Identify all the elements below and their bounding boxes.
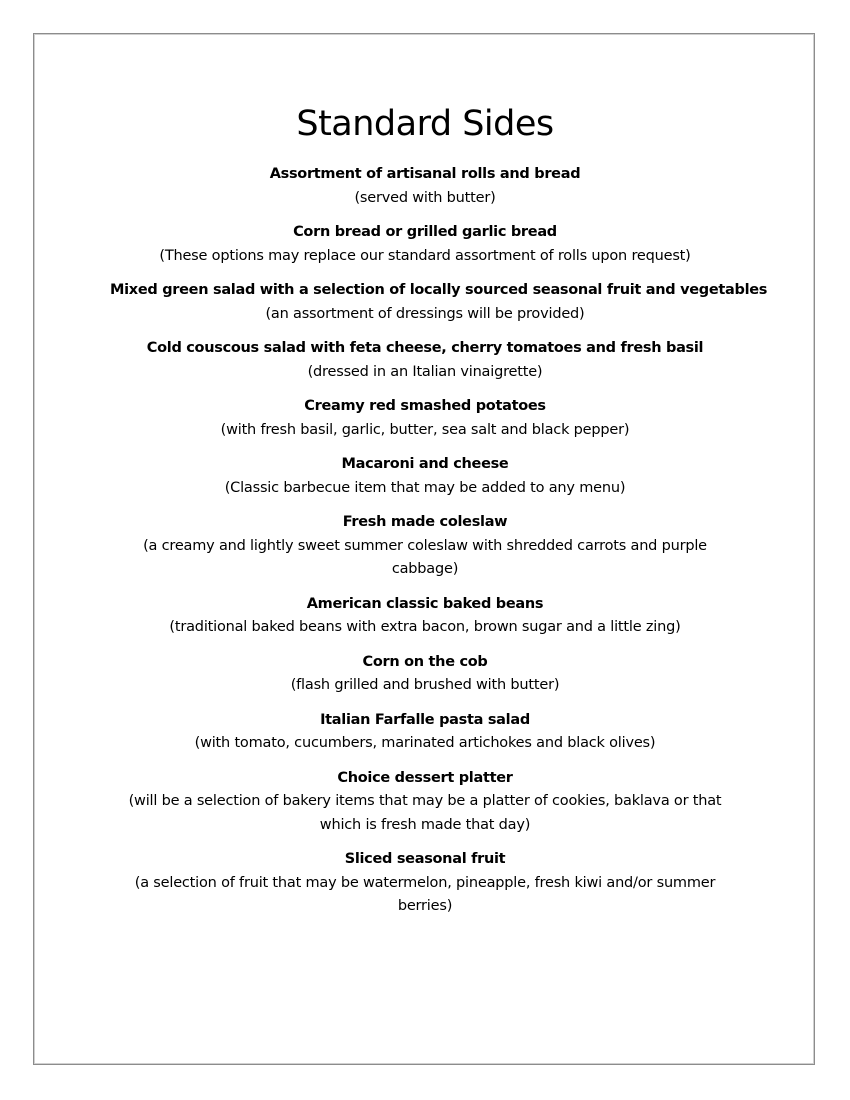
item-description: (Classic barbecue item that may be added to any menu) [224,479,626,496]
item-description: (a creamy and lightly sweet summer coleslaw with shredded carrots and purple cabbage) [143,537,707,577]
item-name: Creamy red smashed potatoes [304,398,546,414]
item-name: American classic baked beans [306,595,544,612]
list-item [110,709,740,756]
list-item [110,511,740,582]
page-title: Standard Sides [296,104,554,144]
list-item [110,453,740,500]
item-name: Assortment of artisanal rolls and bread [269,166,581,182]
item-description: (with tomato, cucumbers, marinated artichokes and black olives) [194,735,656,751]
list-item [110,651,740,698]
item-description: (with fresh basil, garlic, butter, sea salt and black pepper) [220,421,630,438]
item-description: (served with butter) [354,189,496,206]
item-name: Corn bread or grilled garlic bread [293,224,557,240]
list-item [110,767,740,838]
list-item [110,337,740,384]
item-name: Choice dessert platter [337,769,513,786]
sides-list [110,163,768,930]
item-description: (dressed in an Italian vinaigrette) [307,363,543,380]
list-item [110,395,740,442]
list-item [110,593,740,640]
list-item [110,221,740,268]
item-name: Corn on the cob [362,653,488,670]
item-name: Italian Farfalle pasta salad [320,711,530,728]
list-item [110,163,740,210]
item-description: (an assortment of dressings will be provided) [265,305,585,322]
item-description: (a selection of fruit that may be watermelon, pineapple, fresh kiwi and/or summer berries) [134,874,716,914]
item-name: Mixed green salad with a selection of locally sourced seasonal fruit and vegetables [110,282,768,298]
list-item [110,848,740,919]
item-description: (traditional baked beans with extra bacon, brown sugar and a little zing) [169,619,681,635]
item-name: Cold couscous salad with feta cheese, cherry tomatoes and fresh basil [146,340,704,356]
item-description: (will be a selection of bakery items that may be a platter of cookies, baklava or that which is fresh made that day) [128,793,722,833]
item-name: Sliced seasonal fruit [344,851,506,867]
item-description: (flash grilled and brushed with butter) [290,677,560,693]
list-item [110,279,768,326]
item-description: (These options may replace our standard assortment of rolls upon request) [159,247,691,264]
item-name: Macaroni and cheese [341,456,509,472]
item-name: Fresh made coleslaw [342,514,508,530]
